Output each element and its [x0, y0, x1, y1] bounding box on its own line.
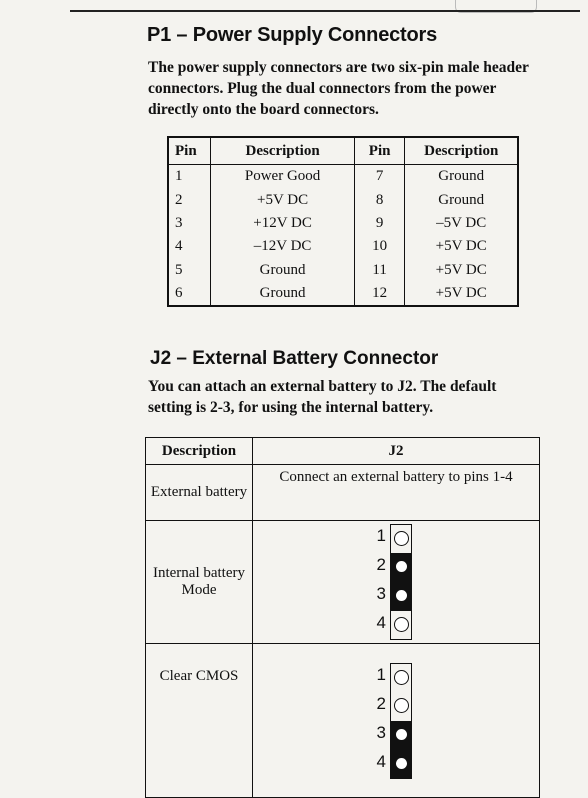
description-cell: +5V DC: [405, 235, 518, 258]
table-header-row: [168, 137, 518, 165]
clear-jumper-cell: [253, 644, 540, 798]
pin-number: 2: [376, 555, 386, 574]
pin-cell: 12: [354, 282, 405, 306]
pin-icon: [394, 670, 409, 685]
section-title-p1: P1 – Power Supply Connectors: [147, 24, 438, 46]
section-title-j2: J2 – External Battery Connector: [150, 348, 439, 369]
section-text-j2: You can attach an external battery to J2. The default setting is 2-3, for using the internal battery.: [148, 378, 497, 416]
jumper-pin: [366, 611, 506, 640]
description-cell: Ground: [211, 259, 355, 282]
table-row-internal: [146, 521, 540, 644]
table-row: [168, 212, 518, 235]
table-row-external: [146, 465, 540, 521]
pin-number: 1: [376, 664, 386, 684]
table-row: [168, 259, 518, 282]
pin-icon: [396, 590, 407, 601]
pin-cell: 1: [168, 165, 211, 189]
pin-number: 4: [376, 613, 386, 632]
section-text-p1: The power supply connectors are two six-pin male header connectors. Plug the dual connectors from the power directly onto the board connectors.: [148, 59, 529, 118]
jumper-pin: [366, 692, 506, 721]
pin-cell: 8: [354, 188, 405, 211]
pin-box: [390, 553, 412, 582]
header-j2: J2: [253, 438, 540, 465]
jumper-pin: [366, 750, 506, 779]
description-cell: Ground: [211, 282, 355, 306]
jumper-pin: [366, 663, 506, 692]
description-cell: Power Good: [211, 165, 355, 189]
description-cell: +5V DC: [405, 282, 518, 306]
table-header-row: [146, 438, 540, 465]
pin-icon: [394, 531, 409, 546]
description-cell: Ground: [405, 188, 518, 211]
table-row-clear-cmos: [146, 644, 540, 798]
pin-icon: [396, 729, 407, 740]
jumper-pin: [366, 553, 506, 582]
pin-number: 3: [376, 584, 386, 603]
pin-box: [390, 692, 412, 721]
pin-number: 2: [376, 693, 386, 713]
jumper-diagram-internal: [366, 524, 506, 640]
pin-number: 4: [376, 751, 386, 771]
pin-icon: [394, 617, 409, 632]
j2-settings-table: [145, 437, 540, 798]
pin-cell: 11: [354, 259, 405, 282]
pin-icon: [396, 561, 407, 572]
power-pin-table: [167, 136, 519, 307]
pin-icon: [394, 698, 409, 713]
pin-cell: 9: [354, 212, 405, 235]
internal-battery-label: Internal battery Mode: [146, 521, 253, 644]
pin-box: [390, 582, 412, 611]
pin-cell: 10: [354, 235, 405, 258]
external-battery-instruction: Connect an external battery to pins 1-4: [253, 465, 540, 521]
description-cell: Ground: [405, 165, 518, 189]
pin-box: [390, 721, 412, 750]
table-row: [168, 165, 518, 189]
table-row: [168, 235, 518, 258]
pin-number: 1: [376, 526, 386, 545]
pin-box: [390, 750, 412, 779]
jumper-pin: [366, 524, 506, 553]
pin-cell: 4: [168, 235, 211, 258]
pin-number: 3: [376, 722, 386, 742]
description-cell: +5V DC: [405, 259, 518, 282]
description-cell: +12V DC: [211, 212, 355, 235]
pin-cell: 3: [168, 212, 211, 235]
header-pin-2: Pin: [354, 137, 405, 165]
pin-box: [390, 663, 412, 692]
description-cell: –12V DC: [211, 235, 355, 258]
clear-cmos-label: Clear CMOS: [146, 644, 253, 798]
pin-cell: 7: [354, 165, 405, 189]
external-battery-label: External battery: [146, 465, 253, 521]
top-rule: [70, 10, 580, 12]
pin-box: [390, 524, 412, 553]
table-row: [168, 282, 518, 306]
description-cell: +5V DC: [211, 188, 355, 211]
pin-cell: 5: [168, 259, 211, 282]
pin-icon: [396, 758, 407, 769]
jumper-pin: [366, 721, 506, 750]
header-description-2: Description: [405, 137, 518, 165]
jumper-pin: [366, 582, 506, 611]
header-pin: Pin: [168, 137, 211, 165]
header-description: Description: [211, 137, 355, 165]
jumper-diagram-clear: [366, 663, 506, 779]
internal-jumper-cell: [253, 521, 540, 644]
header-description: Description: [146, 438, 253, 465]
pin-cell: 2: [168, 188, 211, 211]
pin-cell: 6: [168, 282, 211, 306]
table-row: [168, 188, 518, 211]
pin-box: [390, 611, 412, 640]
description-cell: –5V DC: [405, 212, 518, 235]
